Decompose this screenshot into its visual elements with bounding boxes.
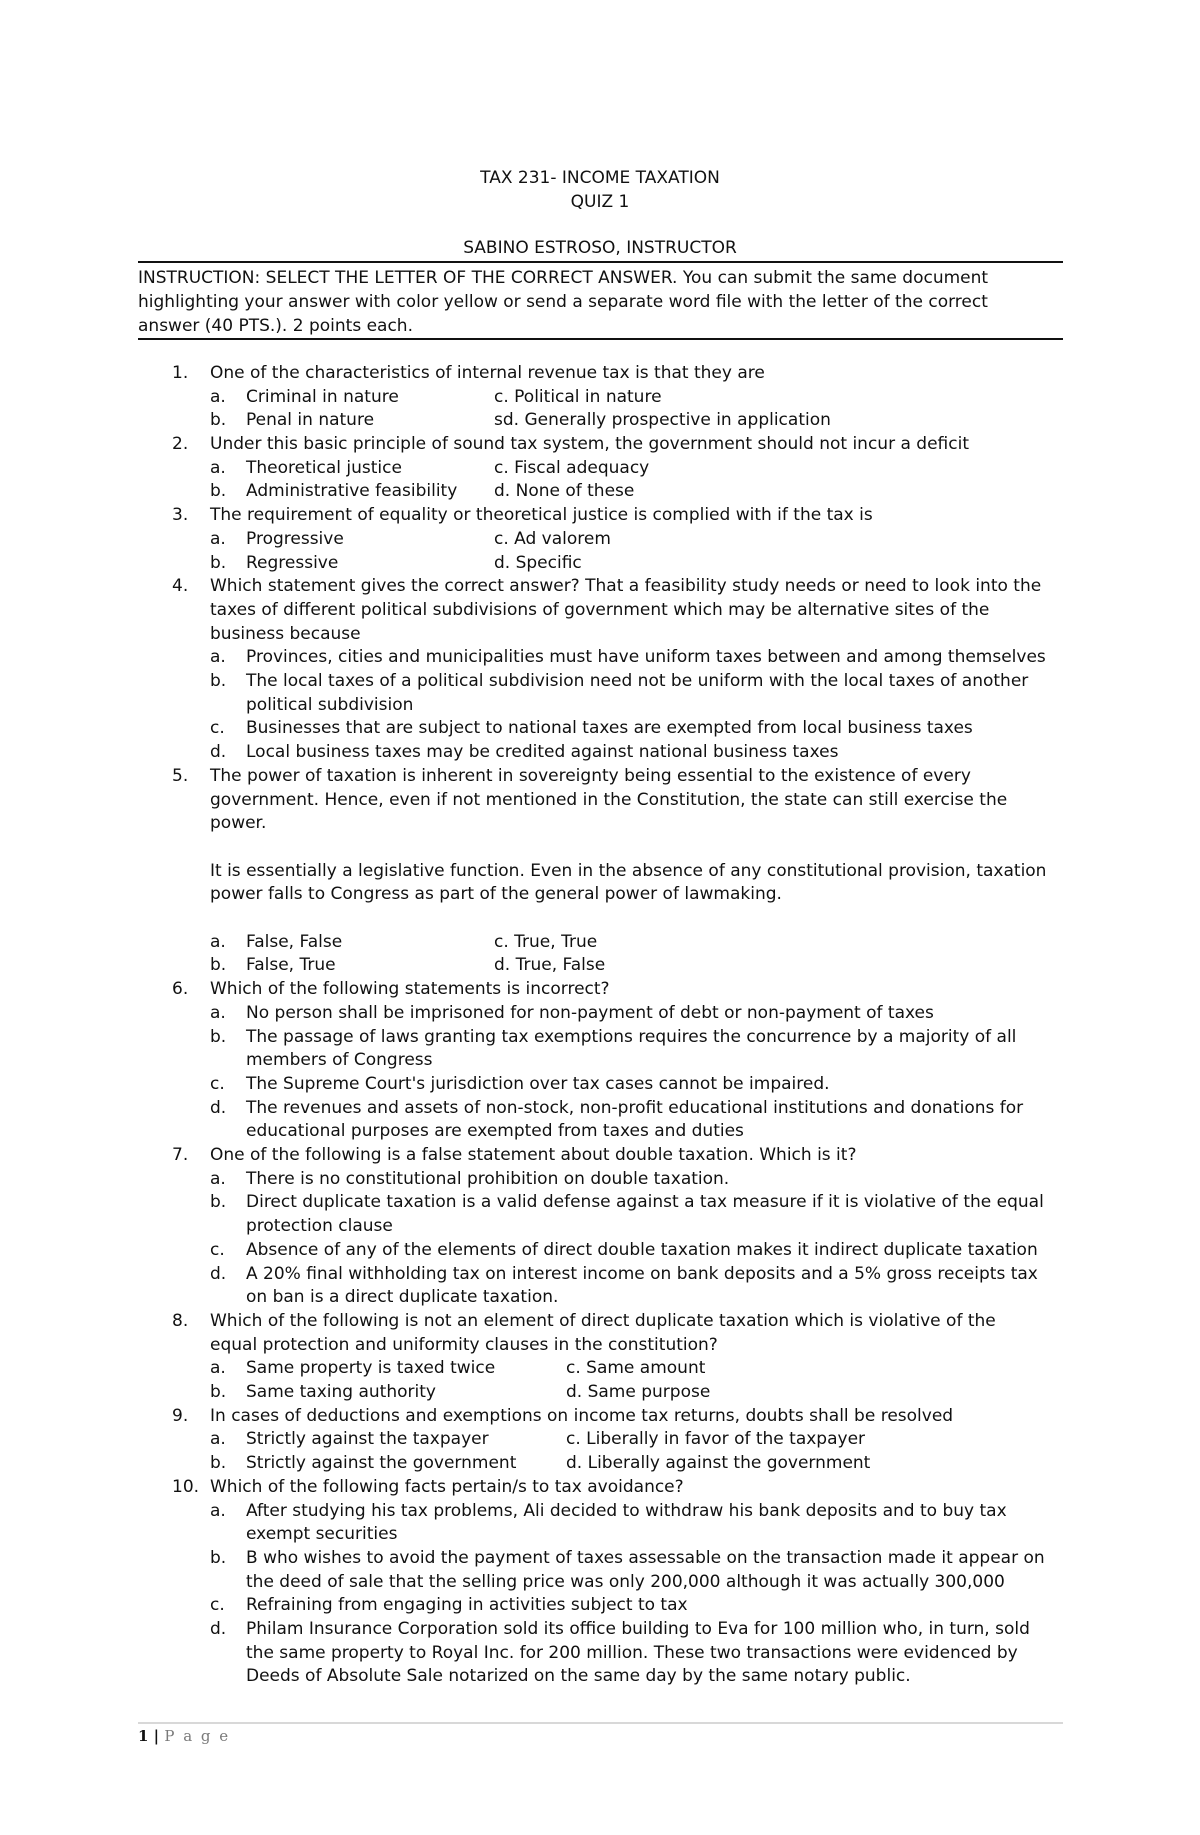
question-number: 8. — [172, 1310, 189, 1331]
option-text: Provinces, cities and municipalities must have uniform taxes between and among themselves — [246, 647, 1046, 668]
option-letter: b. — [210, 1547, 227, 1568]
option-letter: b. — [210, 671, 227, 692]
question-text-line: power. — [210, 813, 267, 834]
question-5 — [138, 765, 1063, 836]
bottom-rule — [138, 338, 1063, 340]
option-row — [138, 480, 1063, 504]
option-letter: b. — [210, 481, 227, 502]
option-letter: b. — [210, 1382, 227, 1403]
option-a: Progressive — [246, 528, 344, 549]
question-text: In cases of deductions and exemptions on income tax returns, doubts shall be resolved — [210, 1405, 954, 1426]
instruction-line: highlighting your answer with color yellow or send a separate word file with the letter of the correct — [138, 292, 988, 312]
option-c: c. Fiscal adequacy — [494, 457, 650, 478]
option-d: d. Same purpose — [566, 1382, 711, 1403]
option-b: False, True — [246, 955, 336, 976]
option-letter: a. — [210, 647, 226, 668]
option-letter: b. — [210, 1453, 227, 1474]
option-letter: a. — [210, 1002, 226, 1023]
option-text: exempt securities — [246, 1524, 398, 1545]
option-text: political subdivision — [246, 694, 414, 715]
option-d: d. Specific — [494, 552, 582, 573]
option-text: The local taxes of a political subdivision need not be uniform with the local taxes of another — [246, 671, 1029, 692]
option-text: protection clause — [246, 1216, 393, 1237]
option-row — [138, 1428, 1063, 1452]
option-text: on ban is a direct duplicate taxation. — [246, 1287, 559, 1308]
question-number: 10. — [172, 1476, 200, 1497]
option-letter: d. — [210, 1619, 227, 1640]
question-text: One of the characteristics of internal revenue tax is that they are — [210, 363, 765, 383]
option-a: Strictly against the taxpayer — [246, 1429, 489, 1450]
option-text: B who wishes to avoid the payment of taxes assessable on the transaction made it appear on — [246, 1547, 1045, 1568]
option-b: Strictly against the government — [246, 1453, 517, 1474]
option-text: Refraining from engaging in activities subject to tax — [246, 1595, 688, 1616]
page-footer — [138, 1727, 230, 1745]
option-row — [138, 1357, 1063, 1381]
question-text-line: It is essentially a legislative function. Even in the absence of any constitutional provision, taxation — [210, 860, 1047, 881]
question-text-line: equal protection and uniformity clauses in the constitution? — [210, 1334, 718, 1355]
option-d: sd. Generally prospective in application — [494, 410, 831, 431]
option-b: Same taxing authority — [246, 1382, 436, 1403]
option-row — [138, 457, 1063, 481]
option-text: No person shall be imprisoned for non-payment of debt or non-payment of taxes — [246, 1002, 934, 1023]
option-row — [138, 552, 1063, 576]
option-letter: d. — [210, 1097, 227, 1118]
question-text-line: The power of taxation is inherent in sovereignty being essential to the existence of every — [210, 765, 971, 786]
option-letter: a. — [210, 1358, 226, 1379]
page-number: 1 — [138, 1727, 149, 1745]
question-number: 5. — [172, 765, 189, 786]
option-a — [138, 1500, 1063, 1547]
option-letter: a. — [210, 1429, 226, 1450]
question-number: 9. — [172, 1405, 189, 1426]
option-row — [138, 386, 1063, 410]
question-text-line: government. Hence, even if not mentioned in the Constitution, the state can still exercise the — [210, 789, 1008, 810]
question-text-line: Which of the following is not an element of direct duplicate taxation which is violative of the — [210, 1310, 996, 1331]
spacer — [138, 907, 1063, 931]
option-text: members of Congress — [246, 1050, 433, 1071]
option-letter: a. — [210, 1500, 226, 1521]
option-c: c. True, True — [494, 931, 598, 952]
option-text: Local business taxes may be credited against national business taxes — [246, 742, 839, 763]
option-row — [138, 1381, 1063, 1405]
option-row — [138, 409, 1063, 433]
option-letter: a. — [210, 931, 226, 952]
question-text: One of the following is a false statement about double taxation. Which is it? — [210, 1145, 857, 1166]
option-a — [138, 646, 1063, 670]
option-text: The Supreme Court's jurisdiction over tax cases cannot be impaired. — [246, 1073, 830, 1094]
option-row — [138, 954, 1063, 978]
option-b — [138, 670, 1063, 717]
option-a: False, False — [246, 931, 343, 952]
option-c: c. Same amount — [566, 1358, 706, 1379]
question-text: Under this basic principle of sound tax system, the government should not incur a deficit — [210, 434, 969, 455]
option-a: Criminal in nature — [246, 386, 399, 407]
option-b: Administrative feasibility — [246, 481, 458, 502]
option-b: Regressive — [246, 552, 339, 573]
option-d: d. None of these — [494, 481, 635, 502]
question-6 — [138, 978, 1063, 1002]
instruction-block — [138, 266, 1063, 338]
option-letter: a. — [210, 1168, 226, 1189]
option-c — [138, 717, 1063, 741]
option-d: d. Liberally against the government — [566, 1453, 871, 1474]
question-number: 1. — [172, 363, 189, 383]
page-label: P a g e — [164, 1727, 231, 1745]
option-b — [138, 1026, 1063, 1073]
option-d — [138, 1263, 1063, 1310]
question-text: Which of the following statements is incorrect? — [210, 979, 610, 1000]
option-letter: c. — [210, 1073, 225, 1094]
instruction-line: answer (40 PTS.). 2 points each. — [138, 316, 413, 336]
option-text: Businesses that are subject to national taxes are exempted from local business taxes — [246, 718, 973, 739]
option-d: d. True, False — [494, 955, 606, 976]
option-letter: a. — [210, 386, 226, 407]
question-10 — [138, 1476, 1063, 1500]
question-text: Which of the following facts pertain/s to tax avoidance? — [210, 1476, 684, 1497]
top-rule — [138, 261, 1063, 263]
option-d — [138, 1097, 1063, 1144]
question-text-line: business because — [210, 623, 361, 644]
option-c — [138, 1594, 1063, 1618]
option-b: Penal in nature — [246, 410, 375, 431]
question-4 — [138, 575, 1063, 646]
question-1 — [138, 362, 1063, 386]
course-title: TAX 231- INCOME TAXATION — [480, 168, 720, 188]
option-a: Theoretical justice — [246, 457, 402, 478]
option-text: After studying his tax problems, Ali decided to withdraw his bank deposits and to buy tax — [246, 1500, 1007, 1521]
option-text: Absence of any of the elements of direct double taxation makes it indirect duplicate taxation — [246, 1239, 1038, 1260]
question-number: 4. — [172, 576, 189, 597]
question-number: 7. — [172, 1145, 189, 1166]
option-text: There is no constitutional prohibition on double taxation. — [246, 1168, 730, 1189]
question-5-statement-2 — [138, 860, 1063, 907]
question-7 — [138, 1144, 1063, 1168]
option-text: educational purposes are exempted from taxes and duties — [246, 1121, 744, 1142]
option-text: the deed of sale that the selling price was only 200,000 although it was actually 300,000 — [246, 1571, 1005, 1592]
quiz-title: QUIZ 1 — [570, 192, 630, 212]
option-letter: c. — [210, 718, 225, 739]
option-b — [138, 1547, 1063, 1594]
question-list — [138, 362, 1063, 1689]
option-d — [138, 741, 1063, 765]
option-text: the same property to Royal Inc. for 200 million. These two transactions were evidenced by — [246, 1642, 1018, 1663]
option-a: Same property is taxed twice — [246, 1358, 496, 1379]
option-letter: b. — [210, 1192, 227, 1213]
option-letter: b. — [210, 410, 227, 431]
option-row — [138, 931, 1063, 955]
spacer — [138, 836, 1063, 860]
question-text-line: power falls to Congress as part of the general power of lawmaking. — [210, 884, 782, 905]
question-3 — [138, 504, 1063, 528]
question-text: The requirement of equality or theoretical justice is complied with if the tax is — [210, 505, 873, 526]
question-8 — [138, 1310, 1063, 1357]
question-number: 2. — [172, 434, 189, 455]
option-letter: b. — [210, 1026, 227, 1047]
option-d — [138, 1618, 1063, 1689]
question-text-line: taxes of different political subdivisions of government which may be alternative sites of the — [210, 599, 990, 620]
option-c: c. Liberally in favor of the taxpayer — [566, 1429, 866, 1450]
option-row — [138, 528, 1063, 552]
option-text: The passage of laws granting tax exemptions requires the concurrence by a majority of all — [246, 1026, 1017, 1047]
option-a — [138, 1168, 1063, 1192]
option-letter: d. — [210, 1263, 227, 1284]
question-2 — [138, 433, 1063, 457]
option-c: c. Political in nature — [494, 386, 662, 407]
option-c — [138, 1073, 1063, 1097]
option-c — [138, 1239, 1063, 1263]
instructor-name: SABINO ESTROSO, INSTRUCTOR — [463, 238, 737, 258]
option-letter: b. — [210, 955, 227, 976]
footer-separator: | — [148, 1727, 165, 1745]
option-text: A 20% final withholding tax on interest income on bank deposits and a 5% gross receipts tax — [246, 1263, 1038, 1284]
option-text: Deeds of Absolute Sale notarized on the same day by the same notary public. — [246, 1666, 911, 1687]
option-c: c. Ad valorem — [494, 528, 611, 549]
option-text: Philam Insurance Corporation sold its office building to Eva for 100 million who, in turn, sold — [246, 1619, 1030, 1640]
instruction-line: INSTRUCTION: SELECT THE LETTER OF THE CORRECT ANSWER. You can submit the same document — [138, 268, 989, 288]
option-letter: d. — [210, 742, 227, 763]
footer-rule — [138, 1722, 1063, 1724]
option-row — [138, 1452, 1063, 1476]
option-text: Direct duplicate taxation is a valid defense against a tax measure if it is violative of the equal — [246, 1192, 1044, 1213]
option-b — [138, 1191, 1063, 1238]
option-text: The revenues and assets of non-stock, non-profit educational institutions and donations for — [246, 1097, 1024, 1118]
option-letter: a. — [210, 457, 226, 478]
option-letter: c. — [210, 1239, 225, 1260]
option-letter: c. — [210, 1595, 225, 1616]
question-number: 3. — [172, 505, 189, 526]
option-a — [138, 1002, 1063, 1026]
question-9 — [138, 1405, 1063, 1429]
option-letter: a. — [210, 528, 226, 549]
option-letter: b. — [210, 552, 227, 573]
question-text-line: Which statement gives the correct answer? That a feasibility study needs or need to look into the — [210, 576, 1042, 597]
question-number: 6. — [172, 979, 189, 1000]
